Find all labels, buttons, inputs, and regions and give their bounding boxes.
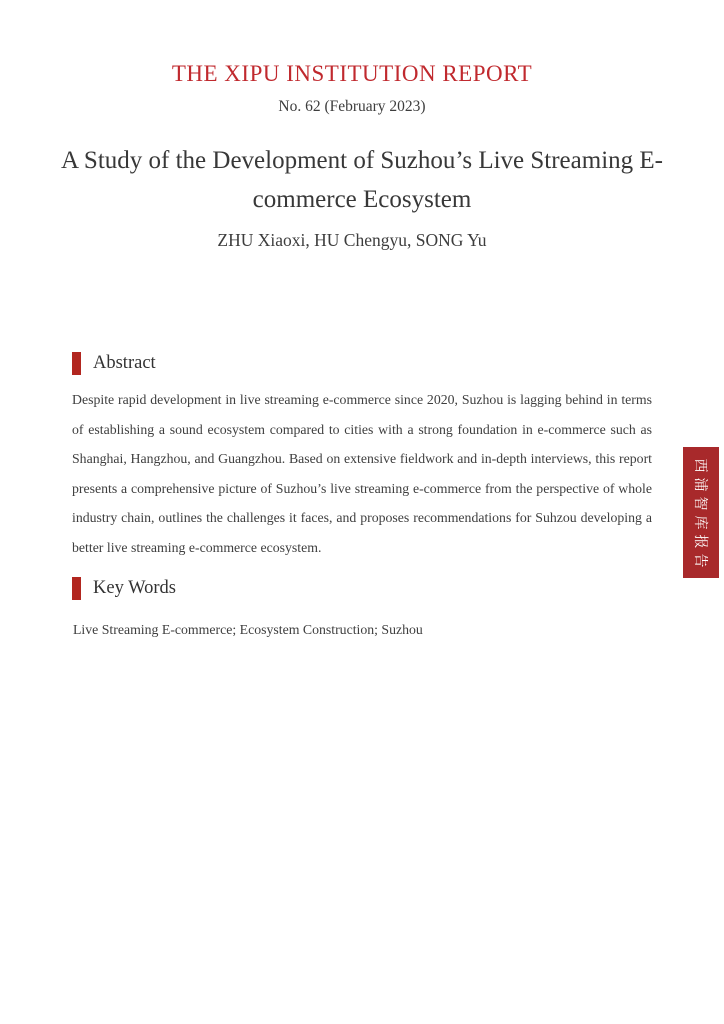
side-tab (683, 447, 719, 578)
keywords-line: Live Streaming E-commerce; Ecosystem Construction; Suzhou (73, 622, 423, 637)
side-tab-label: 西浦智库报告 (692, 458, 707, 572)
authors-line: ZHU Xiaoxi, HU Chengyu, SONG Yu (217, 230, 487, 250)
abstract-heading-label: Abstract (93, 353, 156, 373)
article-title: A Study of the Development of Suzhou’s Live Streaming E-commerce Ecosystem (61, 147, 663, 213)
abstract-paragraph: Despite rapid development in live streaming e-commerce since 2020, Suzhou is lagging behind in terms of establishing a sound ecosystem compared to cities with a strong foundation in e-commerce such as Shanghai, Hangzhou, and Guangzhou. Based on extensive fieldwork and in-depth interviews, this report presents a comprehensive picture of Suzhou’s live streaming e-commerce from the perspective of whole industry chain, outlines the challenges it faces, and proposes recommendations for Suhzou developing a better live streaming e-commerce ecosystem. (72, 392, 652, 555)
issue-number-line: No. 62 (February 2023) (278, 98, 426, 115)
report-series-title: THE XIPU INSTITUTION REPORT (171, 61, 533, 86)
keywords-section-heading (72, 577, 176, 600)
section-marker-bar (72, 577, 81, 600)
keywords-heading-label: Key Words (93, 578, 176, 598)
abstract-section-heading (72, 352, 156, 375)
section-marker-bar (72, 352, 81, 375)
